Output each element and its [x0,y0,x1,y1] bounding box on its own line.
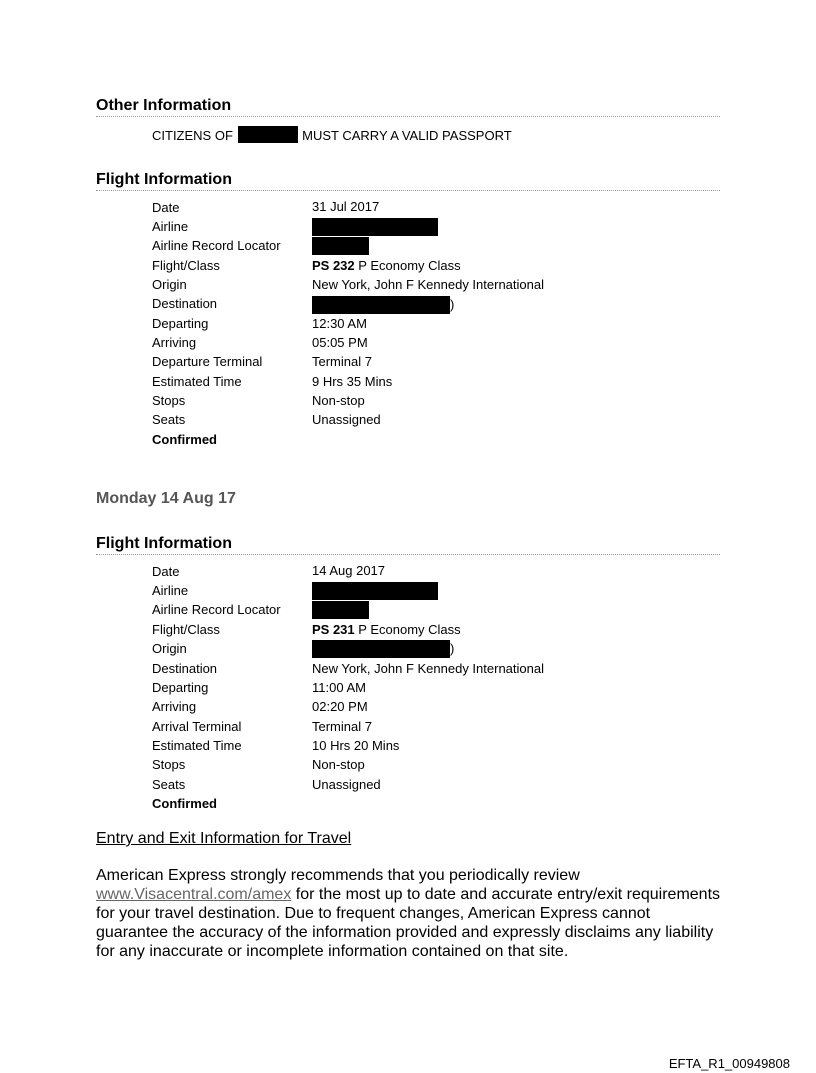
date-label: Date [152,200,180,215]
seats-value: Unassigned [312,777,381,792]
citizens-suffix: MUST CARRY A VALID PASSPORT [302,128,512,143]
date-value: 31 Jul 2017 [312,199,380,214]
citizens-prefix: CITIZENS OF [152,128,233,143]
estimated-time-value: 10 Hrs 20 Mins [312,738,400,753]
cabin-class: P Economy Class [358,258,461,273]
terminal-value: Terminal 7 [312,354,372,369]
paragraph-body: for the most up to date and accurate entry/exit requirements for your travel destination. Due to frequent changes, American Express cannot guarantee the accuracy of the information provided and expressly disclaims any liability for any inaccurate or incomplete information contained on that site. [96,886,721,960]
arriving-value: 02:20 PM [312,699,368,714]
airline-label: Airline [152,583,189,598]
section-divider [96,554,720,555]
destination-tail: ) [450,297,455,312]
cabin-class: P Economy Class [358,622,461,637]
origin-redaction [312,640,450,658]
section-divider [96,116,720,117]
seats-label: Seats [152,412,186,427]
destination-label: Destination [152,661,218,676]
passport-notice [152,126,512,144]
flight-info-title: Flight Information [96,535,232,552]
document-id: EFTA_R1_00949808 [668,1056,790,1071]
locator-redaction [312,237,369,255]
locator-label: Airline Record Locator [152,238,281,253]
locator-redaction [312,601,369,619]
redaction-block [238,126,298,143]
departing-value: 11:00 AM [312,680,366,695]
entry-exit-title: Entry and Exit Information for Travel [96,830,352,847]
terminal-label: Arrival Terminal [152,719,242,734]
flight-class-value [312,622,461,638]
departing-label: Departing [152,680,209,695]
origin-label: Origin [152,641,187,656]
flight-class-value [312,258,461,274]
entry-exit-paragraph [96,866,726,961]
seats-value: Unassigned [312,412,381,427]
origin-value: New York, John F Kennedy International [312,277,544,292]
airline-redaction [312,218,438,236]
seats-label: Seats [152,777,186,792]
destination-value: New York, John F Kennedy International [312,661,544,676]
stops-value: Non-stop [312,757,365,772]
status-confirmed: Confirmed [152,796,217,811]
date-label: Date [152,564,180,579]
departing-value: 12:30 AM [312,316,367,331]
terminal-label: Departure Terminal [152,354,263,369]
destination-label: Destination [152,296,218,311]
arriving-label: Arriving [152,335,197,350]
arriving-value: 05:05 PM [312,335,368,350]
stops-label: Stops [152,393,186,408]
terminal-value: Terminal 7 [312,719,372,734]
date-value: 14 Aug 2017 [312,563,386,578]
origin-tail: ) [450,641,455,656]
stops-label: Stops [152,757,186,772]
airline-label: Airline [152,219,189,234]
flight-class-label: Flight/Class [152,622,220,637]
stops-value: Non-stop [312,393,365,408]
estimated-time-label: Estimated Time [152,738,242,753]
day-header: Monday 14 Aug 17 [96,490,236,507]
destination-redaction [312,296,450,314]
status-confirmed: Confirmed [152,432,217,447]
flight-info-title: Flight Information [96,171,232,188]
locator-label: Airline Record Locator [152,602,281,617]
origin-label: Origin [152,277,187,292]
flight-number: PS 231 [312,622,355,637]
estimated-time-value: 9 Hrs 35 Mins [312,374,393,389]
paragraph-lead: American Express strongly recommends that you periodically review [96,867,580,884]
flight-class-label: Flight/Class [152,258,220,273]
estimated-time-label: Estimated Time [152,374,242,389]
other-info-title: Other Information [96,97,232,114]
section-divider [96,190,720,191]
arriving-label: Arriving [152,699,197,714]
airline-redaction [312,582,438,600]
visacentral-link[interactable]: www.Visacentral.com/amex [96,886,292,903]
flight-number: PS 232 [312,258,355,273]
departing-label: Departing [152,316,209,331]
